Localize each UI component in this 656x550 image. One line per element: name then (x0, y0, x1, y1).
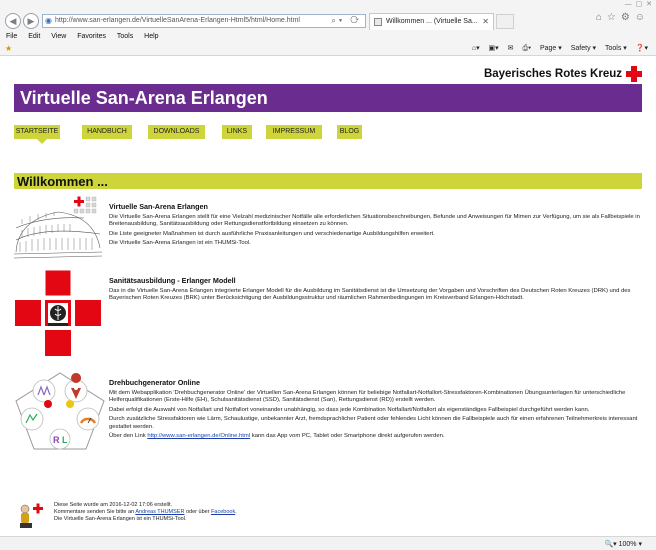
menu-view[interactable]: View (51, 33, 67, 40)
tab-favicon (374, 18, 382, 26)
page-menu[interactable]: Page ▾ (539, 45, 562, 52)
active-indicator-icon (37, 139, 47, 144)
nav-downloads[interactable]: DOWNLOADS (148, 125, 205, 139)
section-paragraph: Die Virtuelle San-Arena Erlangen ist ein THUMSi-Tool. (109, 240, 251, 247)
thumsi-logo-icon (15, 503, 47, 531)
zoom-control[interactable]: 🔍▾ 100% ▾ (604, 541, 642, 548)
nav-startseite[interactable]: STARTSEITE (14, 125, 60, 139)
help-icon[interactable]: ❓▾ (635, 45, 648, 52)
address-url[interactable]: http://www.san-erlangen.de/VirtuelleSanArena-Erlangen-Html5/html/Home.html (55, 17, 300, 24)
close-icon[interactable]: ✕ (482, 17, 489, 26)
footer (54, 502, 237, 523)
section-paragraph: Dabei erfolgt die Auswahl von Notfallart und Notfallort voneinander unabhängig, so dass jede Kombination Notfallart/Notfallort als eigenständiges Fallbeispiel durchgeführt werden kann. (109, 406, 590, 413)
command-bar (465, 44, 648, 53)
print-icon[interactable]: ⎙▾ (522, 45, 532, 52)
facebook-link[interactable]: Facebook (211, 509, 236, 515)
link-prefix: Über den Link (109, 433, 148, 440)
menu-bar (6, 33, 168, 40)
footer-text-part: oder über (184, 509, 212, 515)
link-suffix: kann das App vom PC, Tablet oder Smartphone direkt aufgerufen werden. (250, 433, 445, 440)
section-title: Drehbuchgenerator Online (109, 378, 201, 387)
page-title: Virtuelle San-Arena Erlangen (20, 88, 268, 108)
section-title: Sanitätsausbildung - Erlanger Modell (109, 276, 236, 285)
window-controls[interactable]: — ▢ ✕ (624, 1, 652, 8)
section-paragraph: Die Virtuelle San-Arena Erlangen stellt für eine Vielzahl medizinischer Notfälle alle erforderlichen Situationsbeschreibungen, Befunde und Anweisungen für Mimen zur Verfügung, um sie als Fallbeispiele in Breitenausbildung, Sanitätsausbildung oder Rettungsdienstfortbildung einsetzen zu können. (109, 214, 640, 228)
new-tab-button[interactable] (496, 14, 514, 29)
author-link[interactable]: Andreas THUMSER (135, 509, 185, 515)
red-cross-icon (626, 66, 642, 82)
welcome-heading: Willkommen ... (17, 174, 108, 189)
colosseum-image (14, 196, 102, 262)
toolbar-icons[interactable]: ⌂☆⚙☺ (595, 12, 650, 23)
safety-menu[interactable]: Safety ▾ (570, 45, 597, 52)
zoom-level: 100% (618, 541, 637, 548)
section-paragraph: Das in die Virtuelle San-Arena Erlangen integrierte Erlanger Modell für die Ausbildung im Sanitätsdienst ist die Umsetzung der Vorgaben und Vorschriften des Deutschen Roten Kreuzes (DRK) und des Bayerischen Roten Kreuzes (BRK) unter Berücksichtigung der Ausbildungsstruktur und räumlichen Rahmenbedingungen im Kreisverband Erlangen-Höchstadt. (109, 288, 631, 302)
address-bar[interactable] (42, 14, 366, 28)
menu-tools[interactable]: Tools (116, 33, 134, 40)
footer-tool-note: Die Virtuelle San-Arena Erlangen ist ein THUMSi-Tool. (54, 516, 187, 522)
svg-text:R: R (53, 435, 60, 445)
mail-icon[interactable]: ✉ (507, 45, 514, 52)
section-title: Virtuelle San-Arena Erlangen (109, 202, 208, 211)
menu-help[interactable]: Help (144, 33, 159, 40)
address-actions[interactable]: ⌕▾ ⟳ (331, 16, 362, 25)
menu-edit[interactable]: Edit (28, 33, 41, 40)
status-bar (0, 536, 656, 550)
favorites-star-icon[interactable]: ★ (5, 44, 13, 53)
welcome-heading-bar (14, 173, 642, 189)
feeds-icon[interactable]: ▣▾ (488, 45, 499, 52)
brk-logo (484, 66, 642, 82)
erlanger-modell-image (14, 269, 104, 357)
page-icon: ◉ (45, 16, 52, 25)
tab-title: Willkommen ... (Virtuelle Sa... (386, 18, 478, 25)
section-drehbuchgenerator (109, 378, 641, 442)
section-erlanger-modell (109, 276, 641, 305)
footer-comments (54, 509, 237, 516)
forward-icon[interactable]: ▶ (23, 13, 39, 29)
nav-handbuch[interactable]: HANDBUCH (82, 125, 132, 139)
home-icon[interactable]: ⌂▾ (471, 45, 480, 52)
menu-file[interactable]: File (6, 33, 18, 40)
online-app-link[interactable]: http://www.san-erlangen.de/Online.html (147, 433, 251, 440)
footer-created: Diese Seite wurde am 2016-12-02 17:06 erstellt. (54, 502, 173, 508)
browser-chrome (0, 0, 656, 56)
nav-blog[interactable]: BLOG (337, 125, 362, 139)
back-icon[interactable]: ◀ (5, 13, 21, 29)
section-paragraph: Mit dem Webapplikation 'Drehbuchgenerator Online' der Virtuellen San-Arena Erlangen können für beliebige Notfallart-Notfallort-Stressfaktoren-Kombinationen Übungsunterlagen für unterschiedliche Helferqualifikationen (Erste-Hilfe (EH), Schulsanitätsdienst (SSD), Sanitätsdienst (San), Rettungsdienst (RD)) erstellt werden. (109, 390, 626, 404)
svg-text:L: L (62, 435, 68, 445)
nav-links[interactable]: LINKS (222, 125, 252, 139)
drehbuchgenerator-image (14, 371, 106, 451)
section-link-paragraph (109, 433, 641, 440)
section-paragraph: Die Liste geeigneter Maßnahmen ist durch ausführliche Praxisanleitungen und verschiedenartige Ausbildungshilfen erweitert. (109, 230, 435, 237)
browser-tab[interactable] (369, 13, 494, 30)
nav-impressum[interactable]: IMPRESSUM (266, 125, 322, 139)
brand-text: Bayerisches Rotes Kreuz (483, 68, 622, 80)
tools-menu[interactable]: Tools ▾ (605, 45, 627, 52)
section-paragraph: Durch zusätzliche Stressfaktoren wie Lärm, Schaulustige, unbekannter Arzt, fremdsprachlicher Patient oder fehlendes Licht können die Fallbeispiele auch für einen erfahrenen Teilnehmerkreis interessant gestaltet werden. (109, 416, 638, 430)
menu-favorites[interactable]: Favorites (77, 33, 107, 40)
section-san-arena (109, 202, 641, 250)
footer-text-part: Kommentare senden Sie bitte an (54, 509, 136, 515)
footer-text-part: . (235, 509, 237, 515)
title-banner (14, 84, 642, 112)
